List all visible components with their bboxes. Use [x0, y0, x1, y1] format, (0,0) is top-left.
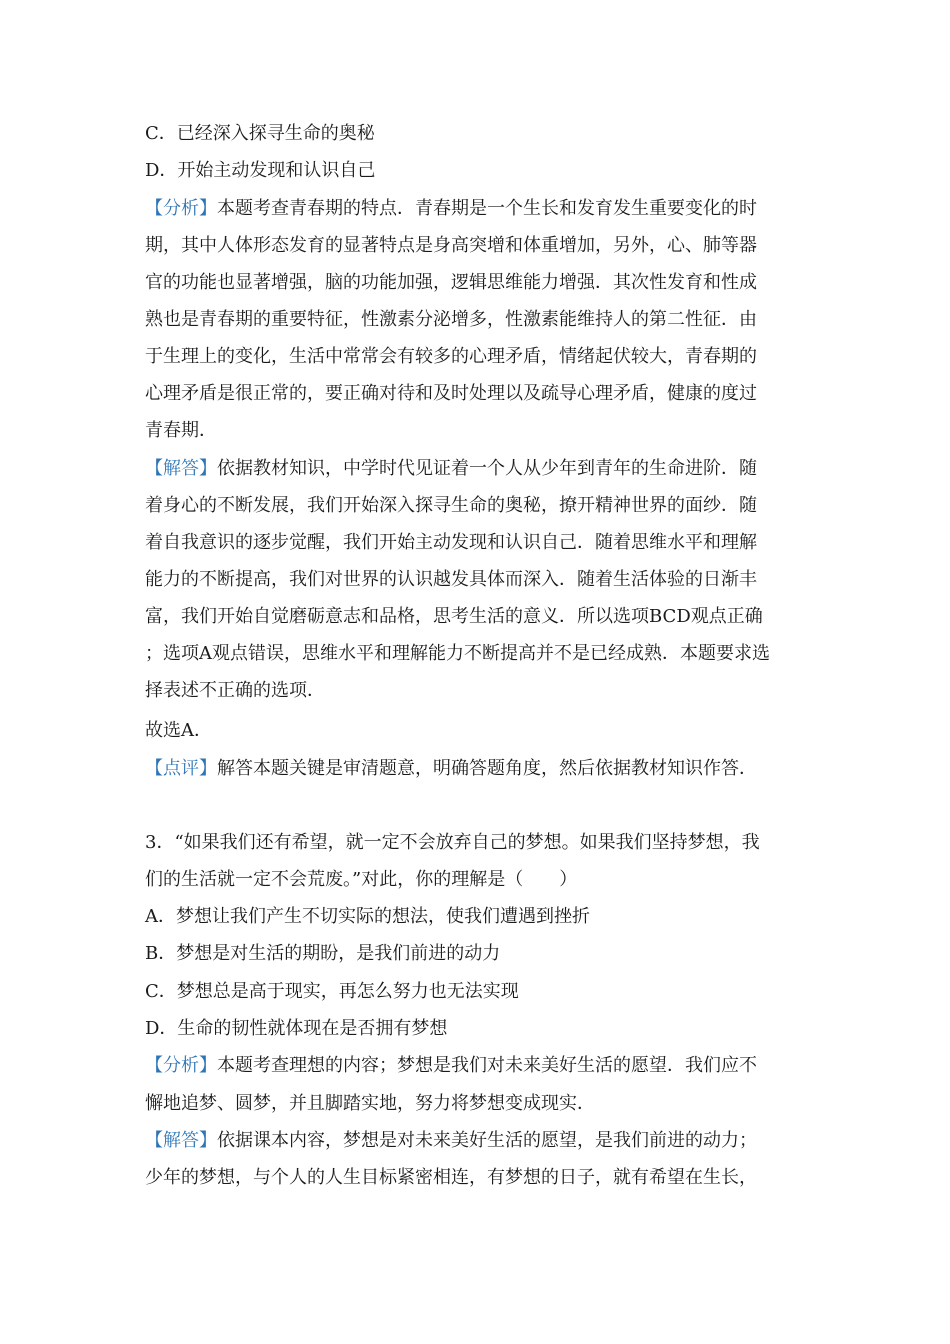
answer-tag: 【解答】: [145, 1130, 217, 1151]
q3-option-c: C．梦想总是高于现实，再怎么努力也无法实现: [145, 981, 519, 1002]
q3-option-b: B．梦想是对生活的期盼，是我们前进的动力: [145, 943, 501, 964]
q3-analysis-line: 【分析】本题考查理想的内容；梦想是我们对未来美好生活的愿望．我们应不: [145, 1055, 757, 1076]
analysis-tag: 【分析】: [145, 1055, 217, 1076]
q2-answer-line: 能力的不断提高，我们对世界的认识越发具体而深入．随着生活体验的日渐丰: [145, 569, 757, 590]
q3-option-d: D．生命的韧性就体现在是否拥有梦想: [145, 1018, 448, 1039]
q3-answer-line: 【解答】依据课本内容，梦想是对未来美好生活的愿望，是我们前进的动力；: [145, 1130, 757, 1151]
q2-analysis-line: 熟也是青春期的重要特征，性激素分泌增多，性激素能维持人的第二性征．由: [145, 309, 757, 330]
comment-tag: 【点评】: [145, 758, 217, 779]
q2-analysis-line: 【分析】本题考查青春期的特点．青春期是一个生长和发育发生重要变化的时: [145, 198, 757, 219]
q2-analysis-line: 青春期．: [145, 420, 217, 441]
q2-answer-line: 着自我意识的逐步觉醒，我们开始主动发现和认识自己．随着思维水平和理解: [145, 532, 757, 553]
q2-analysis-line: 于生理上的变化，生活中常常会有较多的心理矛盾，情绪起伏较大，青春期的: [145, 346, 757, 367]
answer-tag: 【解答】: [145, 458, 217, 479]
q2-option-d: D．开始主动发现和认识自己: [145, 160, 376, 181]
q3-answer-line: 少年的梦想，与个人的人生目标紧密相连，有梦想的日子，就有希望在生长，: [145, 1167, 757, 1188]
q2-answer-line: 【解答】依据教材知识，中学时代见证着一个人从少年到青年的生命进阶．随: [145, 458, 757, 479]
q3-option-a: A．梦想让我们产生不切实际的想法，使我们遭遇到挫折: [145, 906, 590, 927]
q2-comment-line: 【点评】解答本题关键是审清题意，明确答题角度，然后依据教材知识作答．: [145, 758, 757, 779]
q2-analysis-line: 心理矛盾是很正常的，要正确对待和及时处理以及疏导心理矛盾，健康的度过: [145, 383, 757, 404]
q2-analysis-line: 官的功能也显著增强，脑的功能加强，逻辑思维能力增强．其次性发育和性成: [145, 272, 757, 293]
q2-answer-line: ；选项A观点错误，思维水平和理解能力不断提高并不是已经成熟．本题要求选: [145, 643, 770, 664]
q2-option-c: C．已经深入探寻生命的奥秘: [145, 123, 375, 144]
q3-stem-line: 3．“如果我们还有希望，就一定不会放弃自己的梦想。如果我们坚持梦想，我: [145, 832, 760, 853]
q2-choice: 故选A．: [145, 720, 212, 741]
q2-analysis-line: 期，其中人体形态发育的显著特点是身高突增和体重增加，另外，心、肺等器: [145, 235, 757, 256]
q2-answer-line: 富，我们开始自觉磨砺意志和品格，思考生活的意义．所以选项BCD观点正确: [145, 606, 763, 627]
q3-stem-line: 们的生活就一定不会荒废。”对此，你的理解是（ ）: [145, 869, 578, 890]
analysis-tag: 【分析】: [145, 198, 217, 219]
q2-answer-line: 着身心的不断发展，我们开始深入探寻生命的奥秘，撩开精神世界的面纱．随: [145, 495, 757, 516]
q2-answer-line: 择表述不正确的选项．: [145, 680, 325, 701]
q3-analysis-line: 懈地追梦、圆梦，并且脚踏实地，努力将梦想变成现实．: [145, 1093, 595, 1114]
